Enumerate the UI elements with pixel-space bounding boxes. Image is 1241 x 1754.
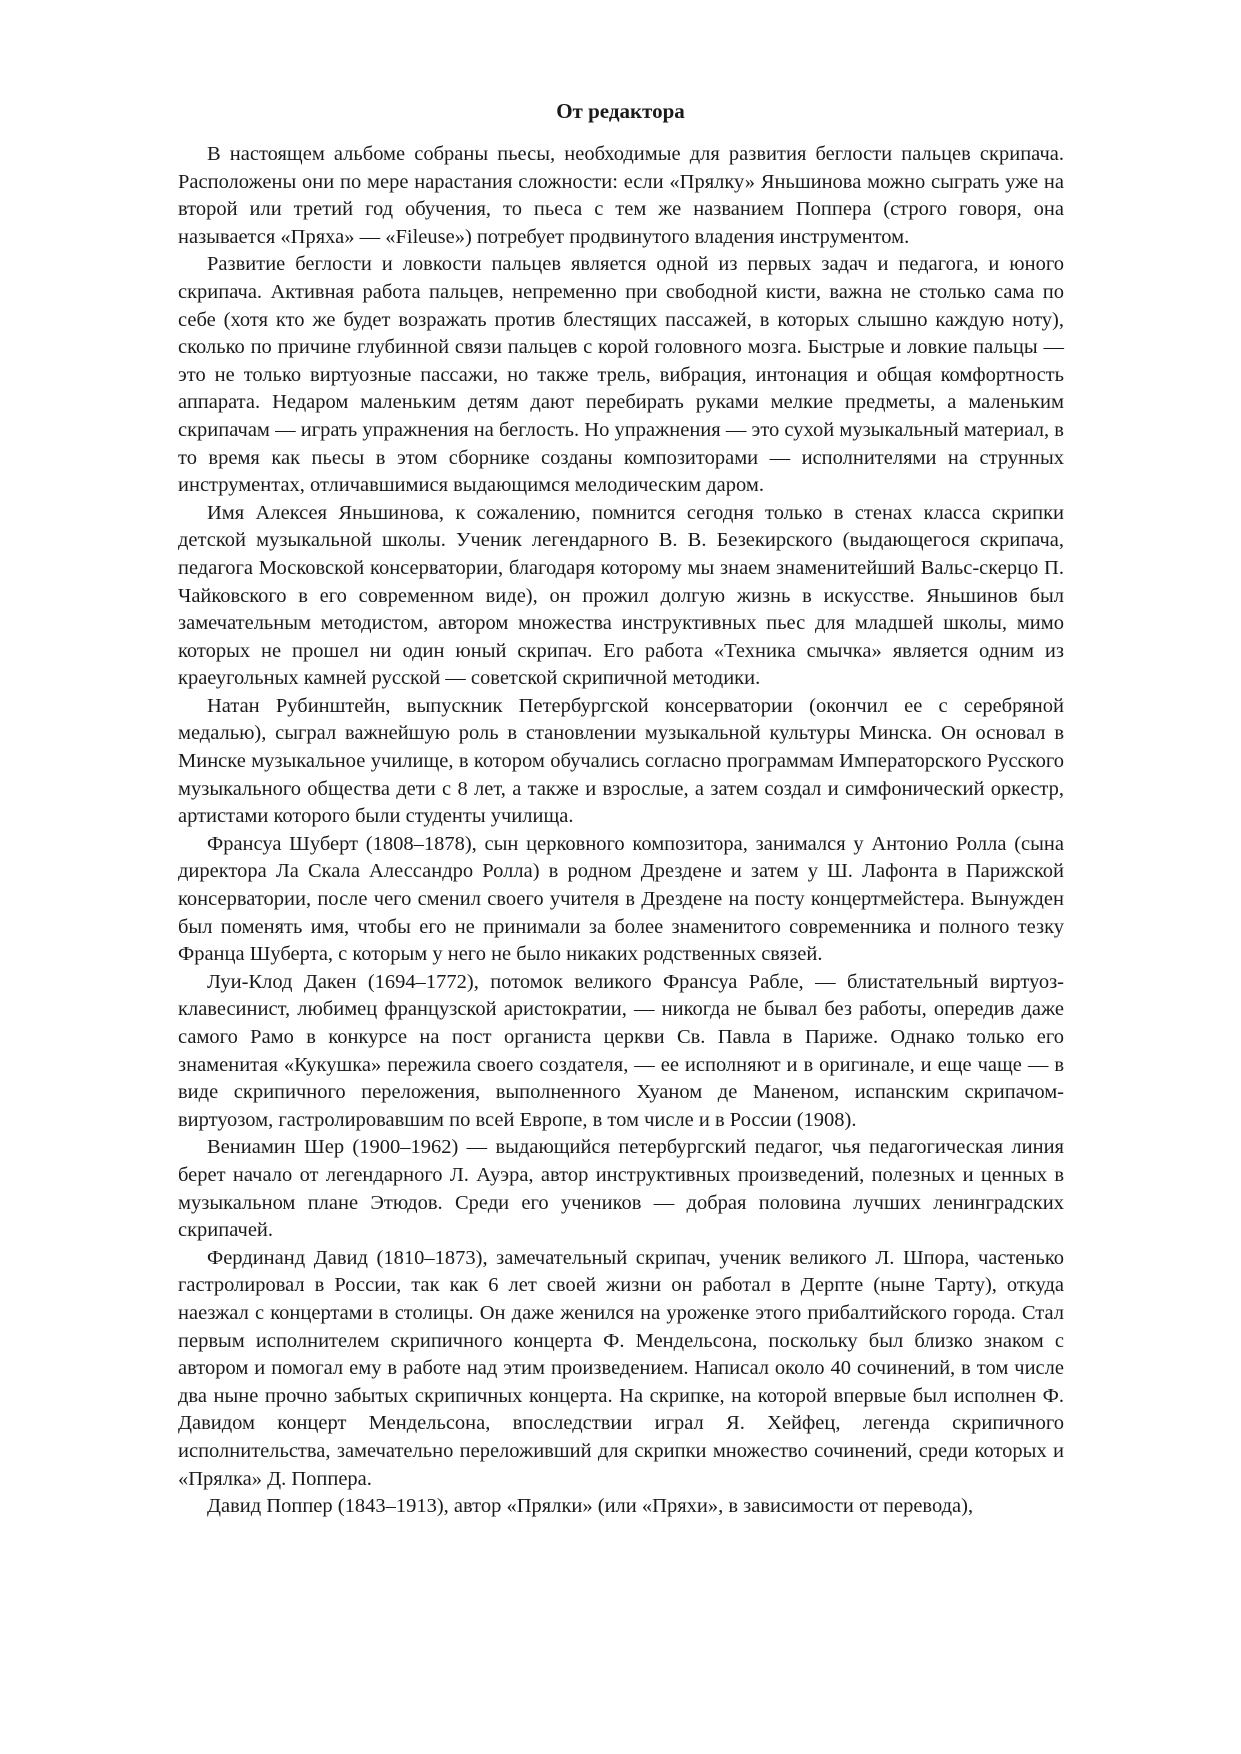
paragraph-rubinstein: Натан Рубинштейн, выпускник Петербургской консерватории (окончил ее с серебряной медалью), сыграл важнейшую роль в становлении музыкальной культуры Минска. Он основал в Минске музыкальное училище, в котором обучались согласно программам Императорского Русского музыкального общества дети с 8 лет, а также и взрослые, а затем создал и симфонический оркестр, артистами которого были студенты училища. xyxy=(178,694,1064,828)
paragraph-daquin: Луи-Клод Дакен (1694–1772), потомок великого Франсуа Рабле, — блистательный виртуоз-клавесинист, любимец французской аристократии, — никогда не бывал без работы, опередив даже самого Рамо в конкурсе на пост органиста церкви Св. Павла в Париже. Однако только его знаменитая «Кукушка» пережила своего создателя, — ее исполняют и в оригинале, и еще чаще — в виде скрипичного переложения, выполненного Хуаном де Маненом, испанским скрипачом-виртуозом, гастролировавшим по всей Европе, в том числе и в России (1908). xyxy=(178,970,1064,1131)
paragraph-yanshinov: Имя Алексея Яньшинова, к сожалению, помнится сегодня только в стенах класса скрипки детской музыкальной школы. Ученик легендарного В. В. Безекирского (выдающегося скрипача, педагога Московской консерватории, благодаря которому мы знаем знаменитейший Вальс-скерцо П. Чайковского в его современном виде), он прожил долгую жизнь в искусстве. Яньшинов был замечательным методистом, автором множества инструктивных пьес для младшей школы, мимо которых не прошел ни один юный скрипач. Его работа «Техника смычка» является одним из краеугольных камней русской — советской скрипичной методики. xyxy=(178,501,1064,690)
body-text xyxy=(178,141,1064,1521)
paragraph-popper: Давид Поппер (1843–1913), автор «Прялки» (или «Пряхи», в зависимости от перевода), xyxy=(207,1495,974,1518)
paragraph-schubert: Франсуа Шуберт (1808–1878), сын церковного композитора, занимался у Антонио Ролла (сына директора Ла Скала Алессандро Ролла) в родном Дрездене и затем у Ш. Лафонта в Парижской консерватории, после чего сменил своего учителя в Дрездене на посту концертмейстера. Вынужден был поменять имя, чтобы его не принимали за более знаменитого современника и полного тезку Франца Шуберта, с которым у него не было никаких родственных связей. xyxy=(178,832,1064,966)
paragraph-intro: В настоящем альбоме собраны пьесы, необходимые для развития беглости пальцев скрипача. Расположены они по мере нарастания сложности: если «Прялку» Яньшинова можно сыграть уже на второй или третий год обучения, то пьеса с тем же названием Поппера (строго говоря, она называется «Пряха» — «Fileuse») потребует продвинутого владения инструментом. xyxy=(178,143,1064,248)
paragraph-sher: Вениамин Шер (1900–1962) — выдающийся петербургский педагог, чья педагогическая линия берет начало от легендарного Л. Ауэра, автор инструктивных произведений, полезных и ценных в музыкальном плане Этюдов. Среди его учеников — добрая половина лучших ленинградских скрипачей. xyxy=(178,1136,1064,1242)
paragraph-finger-dexterity: Развитие беглости и ловкости пальцев является одной из первых задач и педагога, и юного скрипача. Активная работа пальцев, непременно при свободной кисти, важна не столько сама по себе (хотя кто же будет возражать против блестящих пассажей, в которых слышно каждую ноту), сколько по причине глубинной связи пальцев с корой головного мозга. Быстрые и ловкие пальцы — это не только виртуозные пассажи, но также трель, вибрация, интонация и общая комфортность аппарата. Недаром маленьким детям дают перебирать руками мелкие предметы, а маленьким скрипачам — играть упражнения на беглость. Но упражнения — это сухой музыкальный материал, в то время как пьесы в этом сборнике созданы композиторами — исполнителями на струнных инструментах, отличавшимися выдающимся мелодическим даром. xyxy=(178,253,1064,497)
paragraph-david: Фердинанд Давид (1810–1873), замечательный скрипач, ученик великого Л. Шпора, частенько гастролировал в России, так как 6 лет своей жизни он работал в Дерпте (ныне Тарту), откуда наезжал с концертами в столицы. Он даже женился на уроженке этого прибалтийского города. Стал первым исполнителем скрипичного концерта Ф. Мендельсона, поскольку был близко знаком с автором и помогал ему в работе над этим произведением. Написал около 40 сочинений, в том числе два ныне прочно забытых скрипичных концерта. На скрипке, на которой впервые был исполнен Ф. Давидом концерт Мендельсона, впоследствии играл Я. Хейфец, легенда скрипичного исполнительства, замечательно переложивший для скрипки множество сочинений, среди которых и «Прялка» Д. Поппера. xyxy=(178,1246,1064,1490)
page-title: От редактора xyxy=(556,99,685,123)
